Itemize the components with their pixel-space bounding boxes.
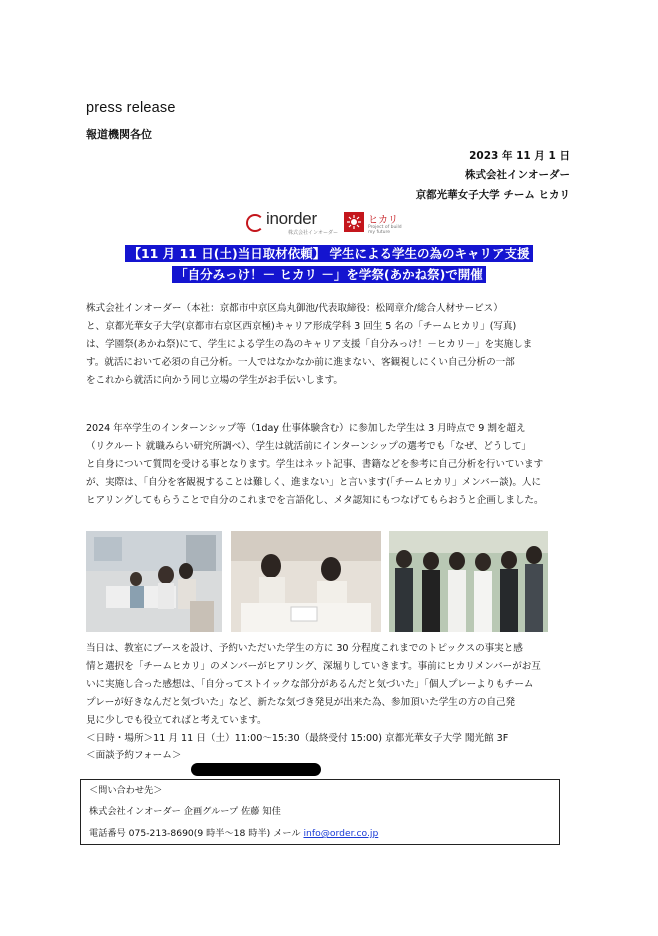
inorder-logo-sub: 株式会社インオーダー (288, 230, 339, 236)
contact-heading: ＜問い合わせ先＞ (89, 785, 163, 796)
headline-line-1: 【11 月 11 日(土)当日取材依頼】 学生による学生の為のキャリア支援 (0, 244, 658, 262)
contact-org: 株式会社インオーダー 企画グループ 佐藤 知佳 (89, 806, 281, 817)
logo-row (246, 210, 421, 238)
intro-paragraph: 株式会社インオーダー（本社：京都市中京区烏丸御池/代表取締役：松岡章介/総合人材サービス） と、京都光華女子大学(京都市右京区西京極)キャリア形成学科 3 回生 5 名の「チームヒカリ」(写真) は、学園祭(あかね祭)にて、学生による学生の為のキャリア支援「自分みっけ！－ヒカリ－」を実施しま す。就活において必須の自己分析。一人ではなかなか前に進まない、客観視しにくい自己分析の一部 をこれから就活に向かう同じ立場の学生がお手伝いします。 (86, 303, 533, 386)
contact-email-link[interactable]: info@order.co.jp (303, 828, 379, 839)
headline-line-2: 「自分みっけ！－ ヒカリ －」を学祭(あかね祭)で開催 (0, 265, 658, 283)
hikari-logo-text: ヒカリ (368, 215, 398, 226)
photo-interview-session (231, 531, 381, 632)
booking-form-label: ＜面談予約フォーム＞ (86, 750, 182, 761)
hikari-logo (344, 210, 414, 238)
photo-classroom-booth (86, 531, 222, 632)
event-day-paragraph: 当日は、教室にブースを設け、予約いただいた学生の方に 30 分程度これまでのトピックスの事実と感 情と選択を「チームヒカリ」のメンバーがヒアリング、深堀りしていきます。事前にヒカリメンバーがお互 いに実施し合った感想は、「自分ってストイックな部分があるんだと気づいた」「個人プレーよりもチーム プレーが好きなんだと気づいた」など、新たな気づき発見が出来た為、参加頂いた学生の方の自己発 見に少しでも役立てればと考えています。 (86, 643, 541, 726)
inorder-logo (246, 209, 339, 236)
release-date: 2023 年 11 月 1 日 (469, 150, 570, 162)
recipients: 報道機関各位 (86, 128, 152, 141)
hikari-mark-icon (344, 212, 364, 232)
hikari-logo-sub: Project of build my future (368, 225, 402, 235)
event-datetime-label: ＜日時・場所＞ (86, 733, 154, 744)
inorder-logo-text: inorder (266, 209, 317, 228)
university-team: 京都光華女子大学 チーム ヒカリ (415, 189, 570, 201)
contact-phone: 電話番号 075-213-8690(9 時半～18 時半) メール (89, 828, 301, 839)
background-paragraph: 2024 年卒学生のインターンシップ等（1day 仕事体験含む）に参加した学生は 3 月時点で 9 割を超え （リクルート 就職みらい研究所調べ）、学生は就活前にインターンシップの選考でも「なぜ、どうして」 と自身について質問を受ける事となります。学生はネット記事、書籍などを参考に自己分析を行いています が、実際は、「自分を客観視することは難しく、進まない」と言います(「チームヒカリ」メンバー談)。人に ヒアリングしてもらうことで自分のこれまでを言語化し、メタ認知にもつなげてもらおうと企画しました。 (86, 423, 544, 506)
redacted-booking-link (191, 763, 321, 776)
contact-box (80, 779, 560, 845)
event-datetime-value: 11 月 11 日（土）11:00～15:30（最終受付 15:00) 京都光華女子大学 聞光館 3F (153, 733, 509, 744)
press-release-label: press release (86, 100, 176, 116)
inorder-mark-icon (246, 214, 264, 232)
photo-team-hikari-group (389, 531, 548, 632)
company-name: 株式会社インオーダー (465, 169, 570, 181)
event-datetime (86, 730, 572, 747)
contact-phone-line (89, 825, 378, 839)
